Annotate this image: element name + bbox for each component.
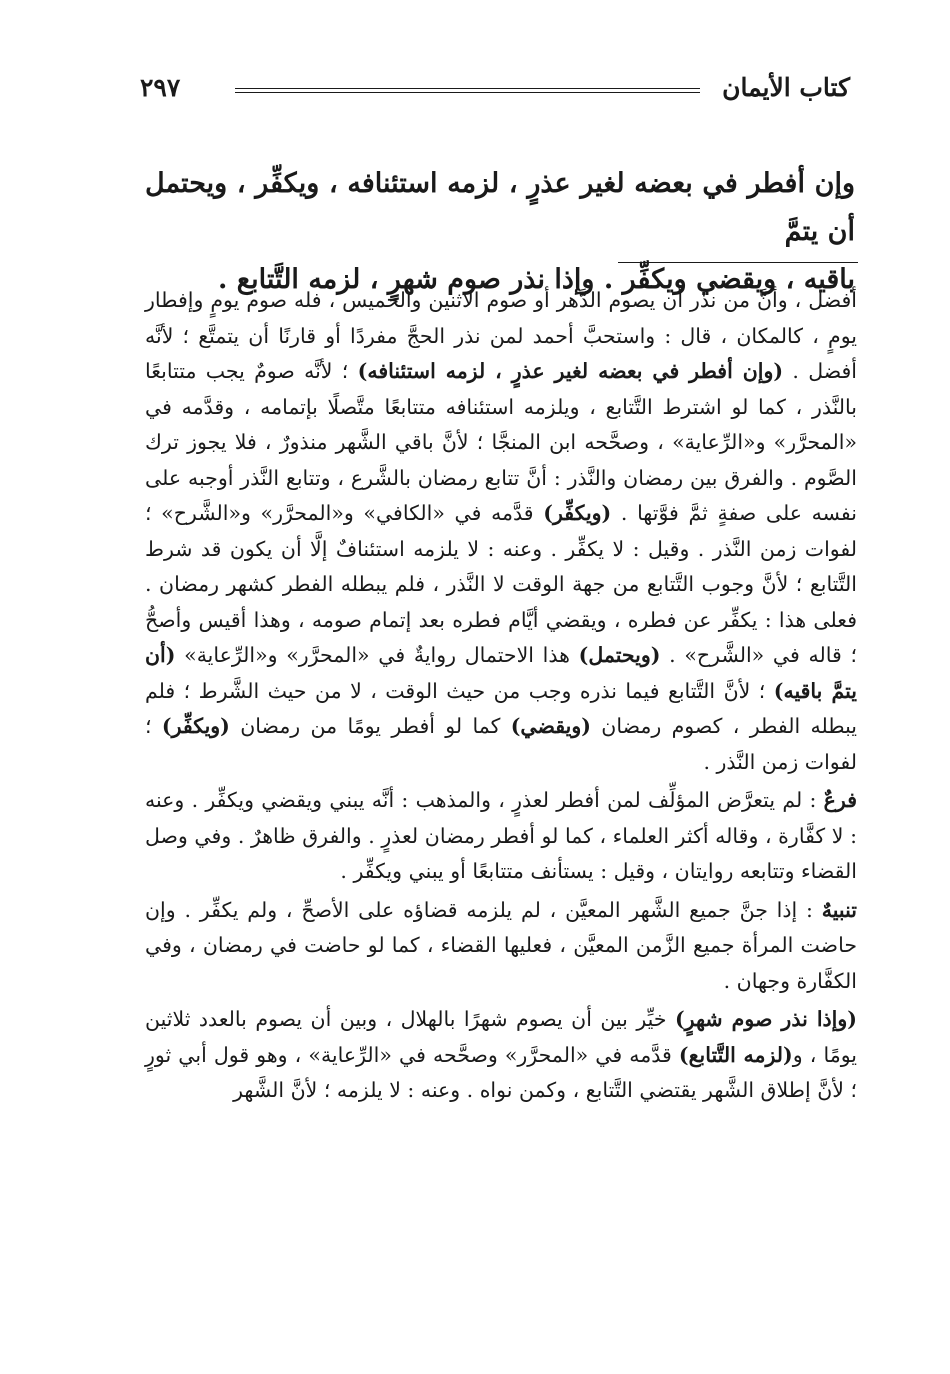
- matn-line: باقيه ، ويقضي ويكفِّر . وإذا نذر صوم شهرٍ ، لزمه التَّتابع .: [218, 264, 855, 295]
- text-run: ؛ لأنَّه صومٌ يجب متتابعًا بالنَّذر ، كما لو اشترط التَّتابع ، ويلزمه استئنافه متتابعًا متَّصلًا بإتمامه ، وقدَّمه في «المحرَّر» و«الرِّعاية» ، وصحَّحه ابن المنجَّا ؛ لأنَّ باقي الشَّهر منذورٌ ، فلا يجوز ترك الصَّوم . والفرق بين رمضان والنَّذر : أنَّ تتابع رمضان بالشَّرع ، وتتابع النَّذر أوجبه على نفسه على صفةٍ ثمَّ فوَّتها .: [145, 359, 857, 525]
- text-run: أفضل ، وأنَّ من نذر أن يصوم الدَّهر أو صوم الاثنين والخميس ، فله صوم يومٍ وإفطار يومٍ ، كالمكان ، قال : واستحبَّ أحمد لمن نذر الحجَّ مفردًا أو قارنًا أن يتمتَّع ؛ لأنَّه أفضل .: [145, 288, 857, 383]
- chapter-title: كتاب الأيمان: [722, 73, 850, 102]
- commentary-paragraph: [145, 283, 857, 780]
- commentary-text: [145, 283, 857, 1112]
- text-run: : إذا جنَّ جميع الشَّهر المعيَّن ، لم يلزمه قضاؤه على الأصحِّ ، ولم يكفِّر . وإن حاضت المرأة جميع الزَّمن المعيَّن ، فعليها القضاء ، كما لو حاضت في رمضان ، وفي الكفَّارة وجهان .: [145, 897, 857, 993]
- quoted-matn: (وإن أفطر في بعضه لغير عذرٍ ، لزمه استئنافه): [357, 359, 784, 383]
- text-run: قدَّمه في «الكافي» و«المحرَّر» و«الشَّرح» ؛ لفوات زمن النَّذر . وقيل : لا يكفِّر . وعنه : لا يلزمه استئنافٌ إلَّا أن يكون قد شرط التَّتابع ؛ لأنَّ وجوب التَّتابع من جهة الوقت لا النَّذر ، فلم يبطله الفطر كشهر رمضان . فعلى هذا : يكفِّر عن فطره ، ويقضي أيَّام فطره بعد إتمام صومه ، وهذا أقيس وأصحُّ ؛ قاله في «الشَّرح» .: [145, 501, 857, 667]
- quoted-matn: (ويقضي): [510, 714, 591, 738]
- text-run: قدَّمه في «المحرَّر» وصحَّحه في «الرِّعاية» ، وهو قول أبي ثورٍ ؛ لأنَّ إطلاق الشَّهر يقتضي التَّتابع ، وكمن نواه . وعنه : لا يلزمه ؛ لأنَّ الشَّهر: [145, 1042, 857, 1102]
- commentary-paragraph: [145, 1002, 857, 1109]
- page-number: ٢٩٧: [140, 73, 181, 102]
- quoted-matn: (ويكفِّر): [161, 714, 230, 738]
- footnote-divider: [618, 262, 858, 263]
- text-run: : لم يتعرَّض المؤلِّف لمن أفطر لعذرٍ ، والمذهب : أنَّه يبني ويقضي ويكفِّر . وعنه : لا كفَّارة ، وقاله أكثر العلماء ، كما لو أفطر رمضان لعذرٍ . والفرق ظاهرٌ . وفي وصل القضاء وتتابعه روايتان ، وقيل : يستأنف متتابعًا أو يبني ويكفِّر .: [145, 788, 857, 883]
- text-run: كما لو أفطر يومًا من رمضان: [229, 714, 511, 738]
- matn-line: وإن أفطر في بعضه لغير عذرٍ ، لزمه استئنافه ، ويكفِّر ، ويحتمل أن يتمَّ: [145, 168, 855, 247]
- quoted-matn: (أن يتمَّ باقيه): [145, 643, 857, 703]
- quoted-matn: (ويحتمل): [578, 643, 661, 667]
- quoted-matn: (ويكفِّر): [543, 501, 612, 525]
- text-run: ؛ لأنَّ التَّتابع فيما نذره وجب من حيث الوقت ، لا من حيث الشَّرط ؛ فلم يبطله الفطر ، كصوم رمضان: [145, 678, 858, 738]
- quoted-matn: (لزمه التَّتابع): [678, 1042, 793, 1067]
- text-run: ؛ لفوات زمن النَّذر .: [145, 714, 857, 774]
- text-run: هذا الاحتمال روايةٌ في «المحرَّر» و«الرِّعاية»: [175, 643, 579, 667]
- header-rule: [235, 88, 700, 93]
- text-run: خيِّر بين أن يصوم شهرًا بالهلال ، وبين أن يصوم بالعدد ثلاثين يومًا ، و: [145, 1007, 857, 1067]
- section-label: تنبيهٌ: [821, 897, 857, 922]
- page-header: [140, 68, 850, 112]
- section-label: فرعٌ: [823, 788, 857, 812]
- commentary-paragraph: [145, 783, 857, 890]
- quoted-matn: (وإذا نذر صوم شهرٍ): [674, 1007, 857, 1031]
- commentary-paragraph: [145, 893, 857, 1000]
